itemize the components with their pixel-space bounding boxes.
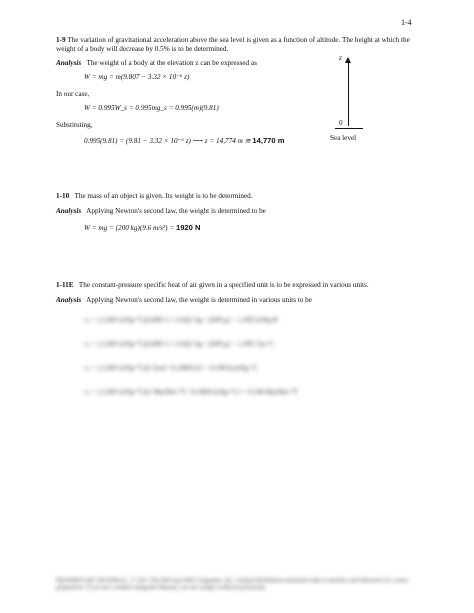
analysis-text: Applying Newton's second law, the weight is determined to be [86, 207, 266, 215]
blurred-equation: cₚ = (1.005 kJ/kg·°C)(1000 J / 1 kJ)(1 kg / 1000 g) = 1.005 J/g·°C [84, 340, 275, 348]
equation: W = mg = m(9.807 − 3.32 × 10⁻⁶ z) [84, 73, 190, 81]
problem-number: 1-11E [56, 281, 74, 289]
equation-with-answer [84, 136, 285, 146]
analysis-text: The weight of a body at the elevation z can be expressed as [86, 59, 257, 67]
equation: W = mg = (200 kg)(9.6 m/s²) = [84, 224, 175, 232]
equation: 0.995(9.81) = (9.81 − 3.32 × 10⁻⁶ z) ⟶ z = 14,774 m ≅ [84, 137, 251, 145]
problem-statement: The constant-pressure specific heat of air given in a specified unit is to be expressed in various units. [78, 281, 369, 289]
analysis-label: Analysis [56, 296, 82, 304]
problem-number: 1-10 [56, 192, 70, 200]
text-line: Substituting, [56, 121, 93, 129]
analysis-text: Applying Newton's second law, the weight is determined in various units to be [86, 296, 312, 304]
problem-statement: The variation of gravitational acceleration above the sea level is given as a function of altitude. The height at which the weight of a body will decrease by 0.5% is to be determined. [56, 36, 410, 53]
analysis-line [56, 59, 257, 68]
problem-1-9-statement [56, 36, 426, 53]
problem-statement: The mass of an object is given. Its weight is to be determined. [74, 192, 253, 200]
analysis-line [56, 207, 266, 216]
text-line: In our case, [56, 90, 90, 98]
sea-level-label: Sea level [330, 134, 357, 142]
problem-1-10-statement [56, 192, 253, 201]
z-axis-label: z [339, 54, 342, 62]
altitude-axis [348, 62, 349, 126]
page-number: 1-4 [401, 18, 412, 27]
sea-level-line [335, 128, 363, 129]
problem-1-11e-statement [56, 281, 369, 290]
analysis-label: Analysis [56, 207, 82, 215]
blurred-equation: cₚ = (1.005 kJ/kg·°C)(1000 J / 1 kJ)(1 kg / 1000 g) = 1.005 kJ/kg·K [84, 316, 278, 324]
blurred-equation: cₚ = (1.005 kJ/kg·°C)(1 kcal / 4.1868 kJ) = 0.240 kcal/kg·°C [84, 364, 259, 372]
equation-with-answer [84, 223, 200, 233]
answer: 1920 N [175, 223, 201, 232]
analysis-label: Analysis [56, 59, 82, 67]
problem-number: 1-9 [56, 36, 66, 44]
analysis-line [56, 296, 312, 305]
blurred-equation: cₚ = (1.005 kJ/kg·°C)(1 Btu/lbm·°F / 4.1868 kJ/kg·°C) = 0.240 Btu/lbm·°F [84, 388, 298, 396]
answer: 14,770 m [252, 136, 285, 145]
equation: W = 0.995W_s = 0.995mg_s = 0.995(m)(9.81) [84, 104, 219, 112]
footer-copyright: PROPRIETARY MATERIAL. © 2011 The McGraw-Hill Companies, Inc. Limited distribution permitted only to teachers and educators for course preparation. If you are a student using this Manual, you are using it without permission. [56, 578, 409, 592]
zero-label: 0 [339, 119, 343, 127]
